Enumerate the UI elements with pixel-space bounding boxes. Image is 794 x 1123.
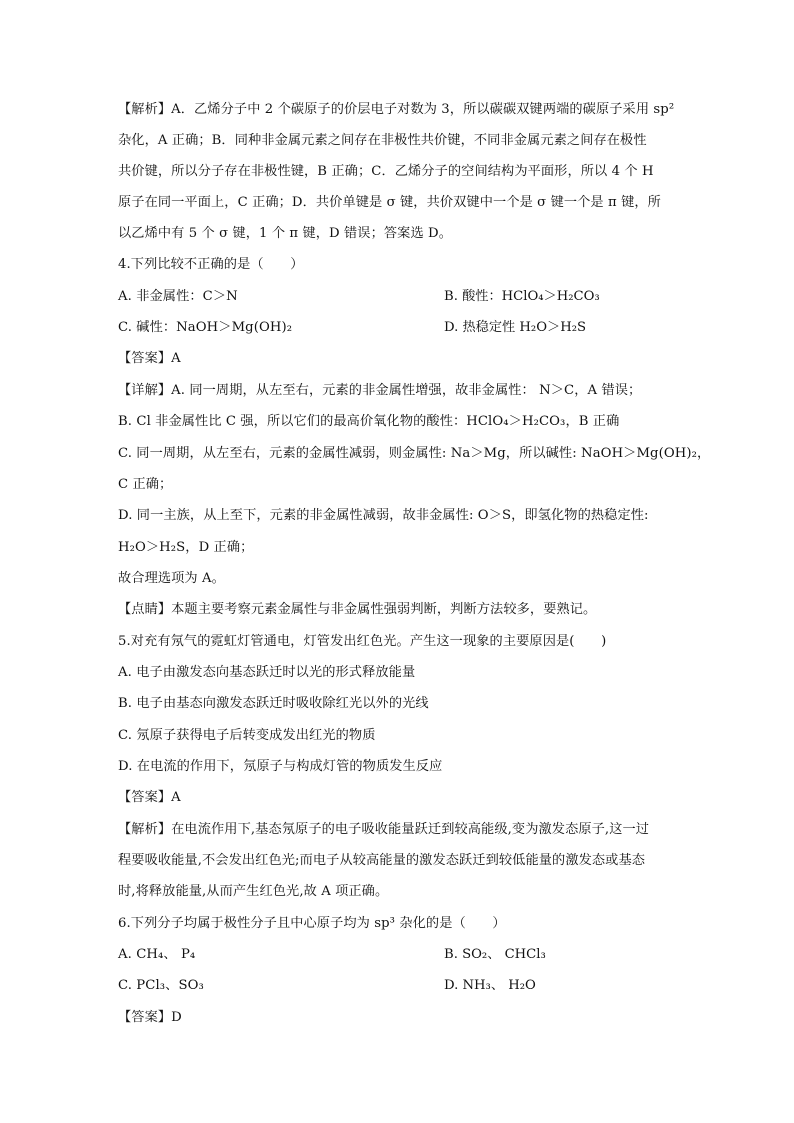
question-6-answer: 【答案】D (118, 1010, 182, 1025)
note-q4: 【点睛】本题主要考察元素金属性与非金属性强弱判断，判断方法较多，要熟记。 (118, 602, 597, 617)
detail-q4-line-3: C. 同一周期，从左至右，元素的金属性减弱，则金属性: Na＞Mg，所以碱性: NaOH＞Mg(OH)₂， (118, 446, 711, 461)
analysis-q5-line-2: 程要吸收能量,不会发出红色光;而电子从较高能量的激发态跃迁到较低能量的激发态或基态 (118, 853, 646, 868)
detail-q4-line-5: D. 同一主族，从上至下，元素的非金属性减弱，故非金属性: O＞S，即氢化物的热稳定性: (118, 508, 649, 523)
analysis-q3-line-2: 杂化，A 正确；B．同种非金属元素之间存在非极性共价键，不同非金属元素之间存在极性 (118, 133, 647, 148)
question-6-option-b: B. SO₂、 CHCl₃ (444, 947, 546, 962)
detail-q4-line-7: 故合理选项为 A。 (118, 571, 225, 586)
analysis-q3-line-5: 以乙烯中有 5 个 σ 键，1 个 π 键，D 错误；答案选 D。 (118, 226, 452, 241)
question-4-option-c: C. 碱性：NaOH＞Mg(OH)₂ (118, 320, 293, 335)
question-4-option-a: A. 非金属性：C＞N (118, 289, 238, 304)
question-6-option-a: A. CH₄、 P₄ (118, 947, 196, 962)
question-5-option-c: C. 氖原子获得电子后转变成发出红光的物质 (118, 728, 376, 743)
analysis-q5-line-1: 【解析】在电流作用下,基态氖原子的电子吸收能量跃迁到较高能级,变为激发态原子,这一过 (118, 822, 650, 837)
question-4-answer: 【答案】A (118, 351, 181, 366)
detail-q4-line-1: 【详解】A. 同一周期，从左至右，元素的非金属性增强，故非金属性： N＞C，A 错误； (118, 383, 642, 398)
analysis-q3-line-1: 【解析】A．乙烯分子中 2 个碳原子的价层电子对数为 3，所以碳碳双键两端的碳原子采用 sp² (118, 102, 675, 117)
detail-q4-line-6: H₂O＞H₂S，D 正确； (118, 540, 254, 555)
analysis-q3-line-3: 共价键，所以分子存在非极性键，B 正确；C．乙烯分子的空间结构为平面形，所以 4 个 H (118, 164, 654, 179)
question-5-option-d: D. 在电流的作用下，氖原子与构成灯管的物质发生反应 (118, 759, 443, 774)
question-5-answer: 【答案】A (118, 790, 181, 805)
question-5-option-a: A. 电子由激发态向基态跃迁时以光的形式释放能量 (118, 665, 416, 680)
question-5-stem: 5.对充有氖气的霓虹灯管通电，灯管发出红色光。产生这一现象的主要原因是( ) (118, 634, 607, 649)
detail-q4-line-2: B. Cl 非金属性比 C 强，所以它们的最高价氧化物的酸性：HClO₄＞H₂CO₃，B 正确 (118, 414, 620, 429)
question-6-stem: 6.下列分子均属于极性分子且中心原子均为 sp³ 杂化的是（ ） (118, 916, 506, 931)
question-5-option-b: B. 电子由基态向激发态跃迁时吸收除红光以外的光线 (118, 696, 429, 711)
question-4-stem: 4.下列比较不正确的是（ ） (118, 257, 304, 272)
analysis-q5-line-3: 时,将释放能量,从而产生红色光,故 A 项正确。 (118, 884, 389, 899)
question-6-option-d: D. NH₃、 H₂O (444, 978, 536, 993)
question-6-option-c: C. PCl₃、SO₃ (118, 978, 204, 993)
analysis-q3-line-4: 原子在同一平面上，C 正确；D．共价单键是 σ 键，共价双键中一个是 σ 键一个是 π 键，所 (118, 195, 661, 210)
question-4-option-d: D. 热稳定性 H₂O＞H₂S (444, 320, 587, 335)
detail-q4-line-4: C 正确； (118, 477, 173, 492)
question-4-option-b: B. 酸性：HClO₄＞H₂CO₃ (444, 289, 600, 304)
